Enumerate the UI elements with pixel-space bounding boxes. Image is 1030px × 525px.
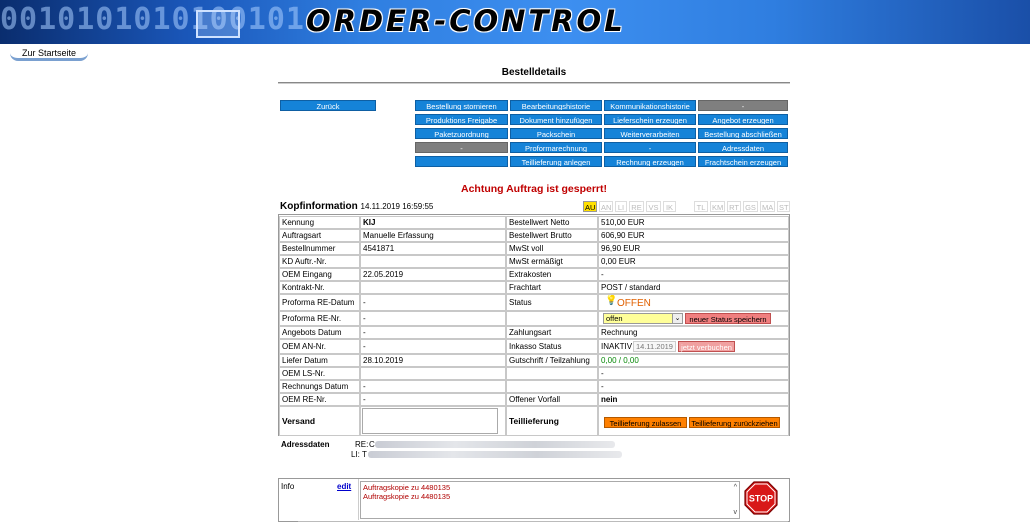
book-now-button[interactable]: jetzt verbuchen	[678, 341, 735, 352]
status-tab-an[interactable]: AN	[601, 203, 612, 212]
value-kontrakt	[360, 281, 506, 294]
label-bestellnummer: Bestellnummer	[279, 242, 360, 255]
value-inkasso: INAKTIV	[601, 342, 633, 351]
label-proforma-datum: Proforma RE-Datum	[279, 294, 360, 311]
status-tab-au[interactable]: AU	[585, 203, 596, 212]
status-select-label-cell	[506, 311, 598, 326]
packing-slip-button[interactable]: Packschein	[510, 128, 602, 139]
create-invoice-button[interactable]: Rechnung erzeugen	[604, 156, 696, 167]
info-textarea[interactable]	[360, 481, 740, 519]
label-zahlungsart: Zahlungsart	[506, 326, 598, 339]
close-order-button[interactable]: Bestellung abschließen	[698, 128, 788, 139]
label-netto: Bestellwert Netto	[506, 216, 598, 229]
locked-order-alert: Achtung Auftrag ist gesperrt!	[460, 183, 608, 195]
revoke-partial-delivery-button[interactable]: Teillieferung zurückziehen	[689, 417, 780, 428]
add-document-button[interactable]: Dokument hinzufügen	[510, 114, 602, 125]
value-auftragsart: Manuelle Erfassung	[360, 229, 506, 242]
empty-button[interactable]	[415, 156, 508, 167]
label-oem-ls: OEM LS-Nr.	[279, 367, 360, 380]
production-release-button[interactable]: Produktions Freigabe	[415, 114, 508, 125]
value-status-cell	[598, 294, 789, 311]
value-kd-auftr	[360, 255, 506, 268]
header-banner	[0, 0, 1030, 44]
label-oem-an: OEM AN-Nr.	[279, 339, 360, 354]
stop-sign-icon	[744, 481, 778, 515]
create-freight-note-button[interactable]: Frachtschein erzeugen	[698, 156, 788, 167]
label-kontrakt: Kontrakt-Nr.	[279, 281, 360, 294]
status-select-value: offen	[606, 314, 623, 323]
value-angebots-datum: -	[360, 326, 506, 339]
status-tab-st[interactable]: ST	[779, 203, 789, 212]
edit-history-button[interactable]: Bearbeitungshistorie	[510, 100, 602, 111]
communication-history-button[interactable]: Kommunikationshistorie	[604, 100, 696, 111]
value-proforma-datum: -	[360, 294, 506, 311]
footer-divider	[298, 521, 788, 525]
label-oem-eingang: OEM Eingang	[279, 268, 360, 281]
value-kennung: KIJ	[360, 216, 506, 229]
label-mwst-erm: MwSt ermäßigt	[506, 255, 598, 268]
package-assignment-button[interactable]: Paketzuordnung	[415, 128, 508, 139]
label-offener-vorfall: Offener Vorfall	[506, 393, 598, 406]
label-status: Status	[506, 294, 598, 311]
value-liefer-datum: 28.10.2019	[360, 354, 506, 367]
label-rechnungs-datum: Rechnungs Datum	[279, 380, 360, 393]
label-angebots-datum: Angebots Datum	[279, 326, 360, 339]
address-re-prefix: RE:	[355, 440, 369, 449]
value-extrakosten: -	[598, 268, 789, 281]
label-mwst-voll: MwSt voll	[506, 242, 598, 255]
status-tab-km[interactable]: KM	[712, 203, 724, 212]
value-oem-eingang: 22.05.2019	[360, 268, 506, 281]
value-empty-2: -	[598, 380, 789, 393]
value-oem-an: -	[360, 339, 506, 354]
process-further-button[interactable]: Weiterverarbeiten	[604, 128, 696, 139]
allow-partial-delivery-button[interactable]: Teillieferung zulassen	[604, 417, 687, 428]
info-edit-link[interactable]: edit	[337, 482, 352, 491]
back-button[interactable]: Zurück	[280, 100, 376, 111]
status-tab-li[interactable]: LI	[615, 201, 627, 212]
start-page-link[interactable]: Zur Startseite	[10, 48, 88, 61]
create-offer-button[interactable]: Angebot erzeugen	[698, 114, 788, 125]
status-tab-ma[interactable]: MA	[762, 203, 774, 212]
calculator-icon	[196, 10, 240, 38]
placeholder-button[interactable]: -	[604, 142, 696, 153]
info-line: Auftragskopie zu 4480135	[363, 483, 451, 492]
value-brutto: 606,90 EUR	[598, 229, 789, 242]
info-line: Auftragskopie zu 4480135	[363, 492, 451, 501]
address-li-start: T	[362, 450, 367, 459]
address-data-label: Adressdaten	[281, 440, 330, 449]
empty-label-1	[506, 367, 598, 380]
value-netto: 510,00 EUR	[598, 216, 789, 229]
save-status-button[interactable]: neuer Status speichern	[685, 313, 771, 324]
page-title: Bestelldetails	[501, 67, 567, 78]
label-oem-re: OEM RE-Nr.	[279, 393, 360, 406]
status-select[interactable]	[603, 313, 683, 324]
create-delivery-note-button[interactable]: Lieferschein erzeugen	[604, 114, 696, 125]
label-teillieferung: Teillieferung	[506, 406, 598, 436]
status-tab-gs[interactable]: GS	[743, 201, 758, 212]
address-re-redacted	[375, 441, 615, 448]
lightbulb-icon: 💡	[605, 295, 618, 306]
versand-textarea[interactable]	[362, 408, 498, 434]
label-kd-auftr: KD Auftr.-Nr.	[279, 255, 360, 268]
value-offener-vorfall: nein	[598, 393, 789, 406]
inkasso-date-field[interactable]: 14.11.2019	[633, 341, 676, 352]
address-li-redacted	[368, 451, 622, 458]
label-inkasso: Inkasso Status	[506, 339, 598, 354]
value-rechnungs-datum: -	[360, 380, 506, 393]
address-re-start: C	[369, 440, 375, 449]
create-partial-delivery-button[interactable]: Teillieferung anlegen	[510, 156, 602, 167]
label-proforma-nr: Proforma RE-Nr.	[279, 311, 360, 326]
empty-label-2	[506, 380, 598, 393]
value-proforma-nr: -	[360, 311, 506, 326]
stop-sign-text: STOP	[748, 493, 774, 504]
scroll-up-icon[interactable]: ^	[733, 484, 737, 491]
value-zahlungsart: Rechnung	[598, 326, 789, 339]
status-tab-ik[interactable]: IK	[663, 201, 676, 212]
title-divider	[278, 82, 790, 84]
address-li-prefix: LI:	[351, 450, 360, 459]
value-frachtart: POST / standard	[598, 281, 789, 294]
header-info-label: Kopfinformation	[280, 201, 358, 212]
status-tab-rt[interactable]: RT	[727, 201, 741, 212]
app-logo-title: ORDER-CONTROL	[306, 4, 626, 38]
disabled-button: -	[698, 100, 788, 111]
status-tab-vs[interactable]: VS	[646, 201, 661, 212]
label-kennung: Kennung	[279, 216, 360, 229]
label-gutschrift: Gutschrift / Teilzahlung	[506, 354, 598, 367]
value-bestellnummer: 4541871	[360, 242, 506, 255]
value-oem-ls	[360, 367, 506, 380]
value-gutschrift: 0,00 / 0,00	[598, 354, 789, 367]
scroll-down-icon[interactable]: v	[733, 509, 737, 516]
chevron-down-icon[interactable]: ⌄	[672, 314, 682, 323]
value-mwst-voll: 96,90 EUR	[598, 242, 789, 255]
info-label: Info	[281, 482, 295, 491]
status-tab-tl[interactable]: TL	[694, 201, 708, 212]
banner-binary-digits: 0010101010100101	[0, 2, 305, 37]
label-extrakosten: Extrakosten	[506, 268, 598, 281]
label-liefer-datum: Liefer Datum	[279, 354, 360, 367]
label-versand: Versand	[279, 406, 360, 436]
cancel-order-button[interactable]: Bestellung stornieren	[415, 100, 508, 111]
value-status: OFFEN	[617, 298, 651, 309]
value-empty-1: -	[598, 367, 789, 380]
status-tab-re[interactable]: RE	[629, 201, 644, 212]
disabled-button: -	[415, 142, 508, 153]
value-mwst-erm: 0,00 EUR	[598, 255, 789, 268]
header-info-title	[280, 201, 433, 212]
header-info-timestamp: 14.11.2019 16:59:55	[360, 202, 434, 211]
value-oem-re: -	[360, 393, 506, 406]
label-brutto: Bestellwert Brutto	[506, 229, 598, 242]
label-auftragsart: Auftragsart	[279, 229, 360, 242]
address-data-button[interactable]: Adressdaten	[698, 142, 788, 153]
proforma-invoice-button[interactable]: Proformarechnung	[510, 142, 602, 153]
label-frachtart: Frachtart	[506, 281, 598, 294]
